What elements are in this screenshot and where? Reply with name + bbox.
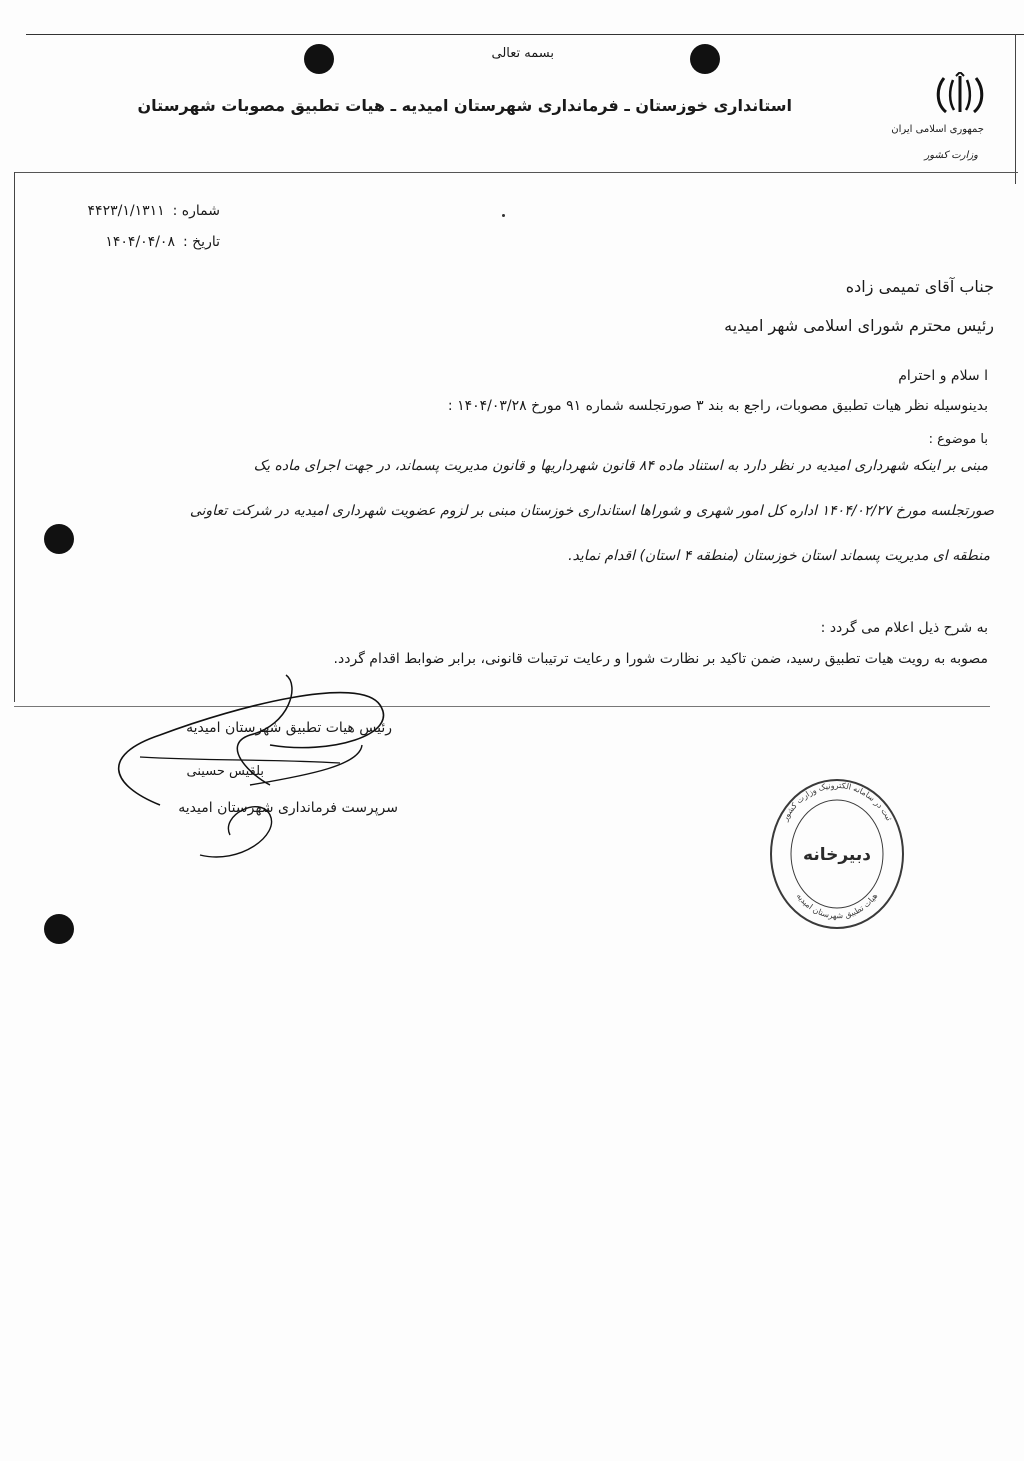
emblem-caption-ministry: وزارت کشور (924, 150, 978, 161)
basmala: بسمه تعالی (491, 46, 554, 61)
punch-hole (304, 44, 334, 74)
secretariat-stamp (764, 774, 910, 934)
ink-speck (502, 214, 505, 217)
stamp-outer-bottom-text: هیات تطبیق شهرستان امیدیه (794, 891, 880, 921)
greeting: ا سلام و احترام (898, 368, 988, 384)
stamp-center-text: دبیرخانه (803, 845, 871, 865)
handwritten-signature (100, 665, 400, 865)
stamp-outer-top-text: ثبت در سامانه الکترونیک وزارت کشور (780, 780, 894, 823)
svg-text:ثبت در سامانه الکترونیک وزارت (780, 781, 894, 823)
announcement-line: به شرح ذیل اعلام می گردد : (820, 620, 988, 636)
signatory-role: سرپرست فرمانداری شهرستان امیدیه (178, 800, 398, 816)
header-divider (14, 172, 1018, 173)
addressee-title: رئیس محترم شورای اسلامی شهر امیدیه (724, 316, 994, 335)
letter-date-label: تاریخ : (182, 234, 220, 250)
letter-number (88, 203, 220, 219)
letter-date (105, 234, 220, 250)
punch-hole (44, 914, 74, 944)
body-line: صورتجلسه مورخ ۱۴۰۴/۰۲/۲۷ اداره کل امور شهری و شوراها استانداری خوزستان مبنی بر لزوم عضویت شهرداری امیدیه در شرکت تعاونی (189, 503, 994, 519)
body-line: مبنی بر اینکه شهرداری امیدیه در نظر دارد به استناد ماده ۸۴ قانون شهرداریها و قانون مدیریت پسماند، در جهت اجرای ماده یک (253, 458, 988, 474)
subject-label: با موضوع : (928, 432, 988, 447)
frame-left-line (14, 172, 15, 702)
frame-top-line (26, 34, 1024, 35)
approval-line: مصوبه به رویت هیات تطبیق رسید، ضمن تاکید بر نظارت شورا و رعایت ترتیبات قانونی، برابر ضوابط اقدام گردد. (333, 651, 988, 667)
iran-emblem-icon (934, 72, 986, 118)
signatory-title: رئیس هیات تطبیق شهرستان امیدیه (186, 720, 392, 736)
frame-right-line (1015, 34, 1016, 184)
letter-number-value: ۴۴۲۳/۱/۱۳۱۱ (87, 203, 165, 219)
letter-date-value: ۱۴۰۴/۰۴/۰۸ (105, 234, 175, 250)
punch-hole (690, 44, 720, 74)
intro-paragraph: بدینوسیله نظر هیات تطبیق مصوبات، راجع به بند ۳ صورتجلسه شماره ۹۱ مورخ ۱۴۰۴/۰۳/۲۸ : (447, 398, 988, 414)
addressee-name: جناب آقای تمیمی زاده (845, 277, 994, 296)
emblem-caption-country: جمهوری اسلامی ایران (891, 124, 984, 135)
signatory-name: بلقیس حسینی (186, 764, 264, 779)
body-line: منطقه ای مدیریت پسماند استان خوزستان (منطقه ۴ استان) اقدام نماید. (568, 548, 990, 564)
letterhead-title: استانداری خوزستان ـ فرمانداری شهرستان امیدیه ـ هیات تطبیق مصوبات شهرستان (137, 96, 792, 115)
letter-number-label: شماره : (172, 203, 220, 219)
punch-hole (44, 524, 74, 554)
